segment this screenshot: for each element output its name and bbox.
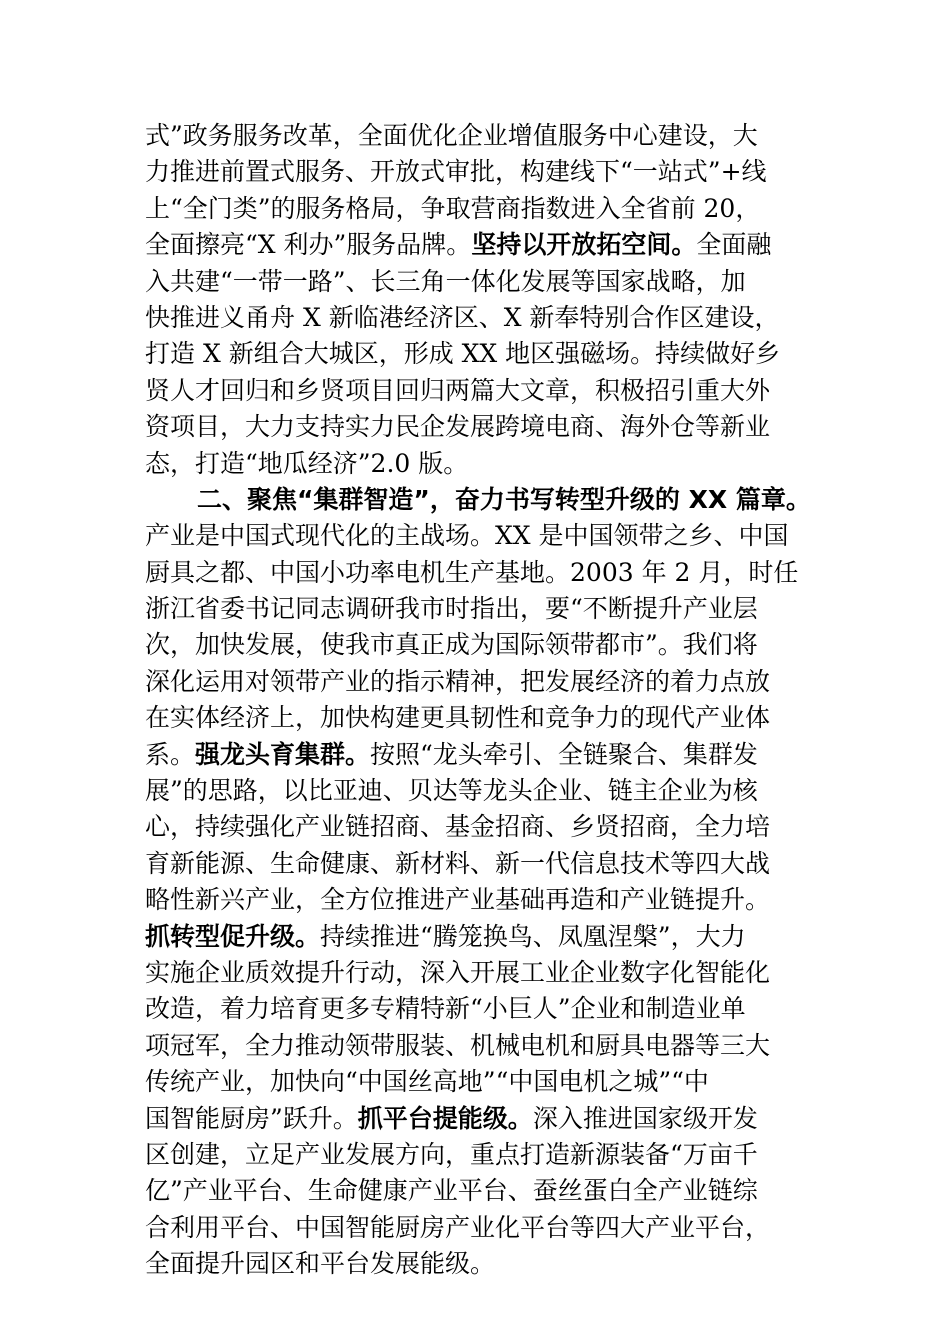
bold-heading-text: 二、聚焦“集群智造”，奋力书写转型升级的 XX 篇章。 (197, 484, 811, 514)
body-text: 浙江省委书记同志调研我市时指出，要“不断提升产业层 (145, 594, 758, 624)
paragraph-1-line (145, 227, 815, 263)
section-2-line (145, 1173, 815, 1209)
section-2-line (145, 809, 815, 845)
section-2-line (145, 991, 815, 1027)
body-text: 产业是中国式现代化的主战场。XX 是中国领带之乡、中国 (145, 521, 789, 551)
bold-heading-text: 坚持以开放拓空间。 (471, 230, 697, 260)
section-2-line (145, 700, 815, 736)
body-text: 亿”产业平台、生命健康产业平台、蚕丝蛋白全产业链综 (145, 1176, 758, 1206)
body-text: 心，持续强化产业链招商、基金招商、乡贤招商，全力培 (145, 812, 771, 842)
section-2-line (145, 555, 815, 591)
body-text: 上“全门类”的服务格局，争取营商指数进入全省前 20， (145, 193, 761, 223)
bold-heading-text: 抓转型促升级。 (145, 921, 321, 951)
body-text: 打造 X 新组合大城区，形成 XX 地区强磁场。持续做好乡 (145, 339, 781, 369)
body-text: 持续推进“腾笼换鸟、凤凰涅槃”，大力 (320, 921, 746, 951)
section-2-line (145, 1028, 815, 1064)
body-text: 略性新兴产业，全方位推进产业基础再造和产业链提升。 (145, 885, 771, 915)
section-2-line (145, 955, 815, 991)
body-text: 式”政务服务改革，全面优化企业增值服务中心建设，大 (145, 121, 758, 150)
body-text: 深入推进国家级开发 (532, 1103, 758, 1133)
section-2-line (145, 1101, 815, 1137)
section-2-line (145, 664, 815, 700)
body-text: 传统产业，加快向“中国丝高地”“中国电机之城”“中 (145, 1067, 709, 1097)
section-2-line (145, 1210, 815, 1246)
body-text: 区创建，立足产业发展方向，重点打造新源装备“万亩千 (145, 1139, 758, 1169)
body-text: 厨具之都、中国小功率电机生产基地。2003 年 2 月，时任 (145, 557, 799, 587)
body-text: 项冠军，全力推动领带服装、机械电机和厨具电器等三大 (145, 1030, 771, 1060)
body-text: 深化运用对领带产业的指示精神，把发展经济的着力点放 (145, 666, 771, 696)
body-text: 按照“龙头牵引、全链聚合、集群发 (370, 739, 758, 769)
paragraph-1-line (145, 118, 815, 154)
section-2-line (145, 1064, 815, 1100)
bold-heading-text: 抓平台提能级。 (357, 1103, 533, 1133)
body-text: 全面融 (696, 230, 772, 260)
paragraph-1-line (145, 373, 815, 409)
body-text: 国智能厨房”跃升。 (145, 1103, 358, 1133)
paragraph-1-line (145, 336, 815, 372)
section-2-line (145, 482, 815, 518)
paragraph-1-line (145, 191, 815, 227)
body-text: 展”的思路，以比亚迪、贝达等龙头企业、链主企业为核 (145, 776, 758, 806)
body-text: 系。 (145, 739, 196, 769)
body-text: 全面擦亮“X 利办”服务品牌。 (145, 230, 472, 260)
section-2-line (145, 518, 815, 554)
body-text: 快推进义甬舟 X 新临港经济区、X 新奉特别合作区建设， (145, 302, 780, 332)
body-text: 育新能源、生命健康、新材料、新一代信息技术等四大战 (145, 848, 771, 878)
document-body (145, 118, 815, 1283)
body-text: 态，打造“地瓜经济”2.0 版。 (145, 448, 469, 478)
body-text: 次，加快发展，使我市真正成为国际领带都市”。我们将 (145, 630, 758, 660)
body-text: 改造，着力培育更多专精特新“小巨人”企业和制造业单 (145, 994, 746, 1024)
section-2-line (145, 1246, 815, 1282)
section-2-line (145, 846, 815, 882)
paragraph-1-line (145, 264, 815, 300)
section-2-line (145, 1137, 815, 1173)
paragraph-1-line (145, 154, 815, 190)
bold-heading-text: 强龙头育集群。 (195, 739, 371, 769)
body-text: 贤人才回归和乡贤项目回归两篇大文章，积极招引重大外 (145, 375, 771, 405)
body-text: 全面提升园区和平台发展能级。 (145, 1249, 496, 1279)
body-text: 入共建“一带一路”、长三角一体化发展等国家战略，加 (145, 266, 746, 296)
body-text: 资项目，大力支持实力民企发展跨境电商、海外仓等新业 (145, 412, 771, 442)
paragraph-1-line (145, 446, 815, 482)
paragraph-1-line (145, 300, 815, 336)
section-2-line (145, 919, 815, 955)
section-2-line (145, 627, 815, 663)
section-2-line (145, 882, 815, 918)
body-text: 实施企业质效提升行动，深入开展工业企业数字化智能化 (145, 957, 771, 987)
section-2-line (145, 737, 815, 773)
section-2-line (145, 773, 815, 809)
paragraph-1-line (145, 409, 815, 445)
body-text: 在实体经济上，加快构建更具韧性和竞争力的现代产业体 (145, 703, 771, 733)
body-text: 力推进前置式服务、开放式审批，构建线下“一站式”+线 (145, 157, 767, 187)
section-2-line (145, 591, 815, 627)
body-text: 合利用平台、中国智能厨房产业化平台等四大产业平台， (145, 1212, 771, 1242)
